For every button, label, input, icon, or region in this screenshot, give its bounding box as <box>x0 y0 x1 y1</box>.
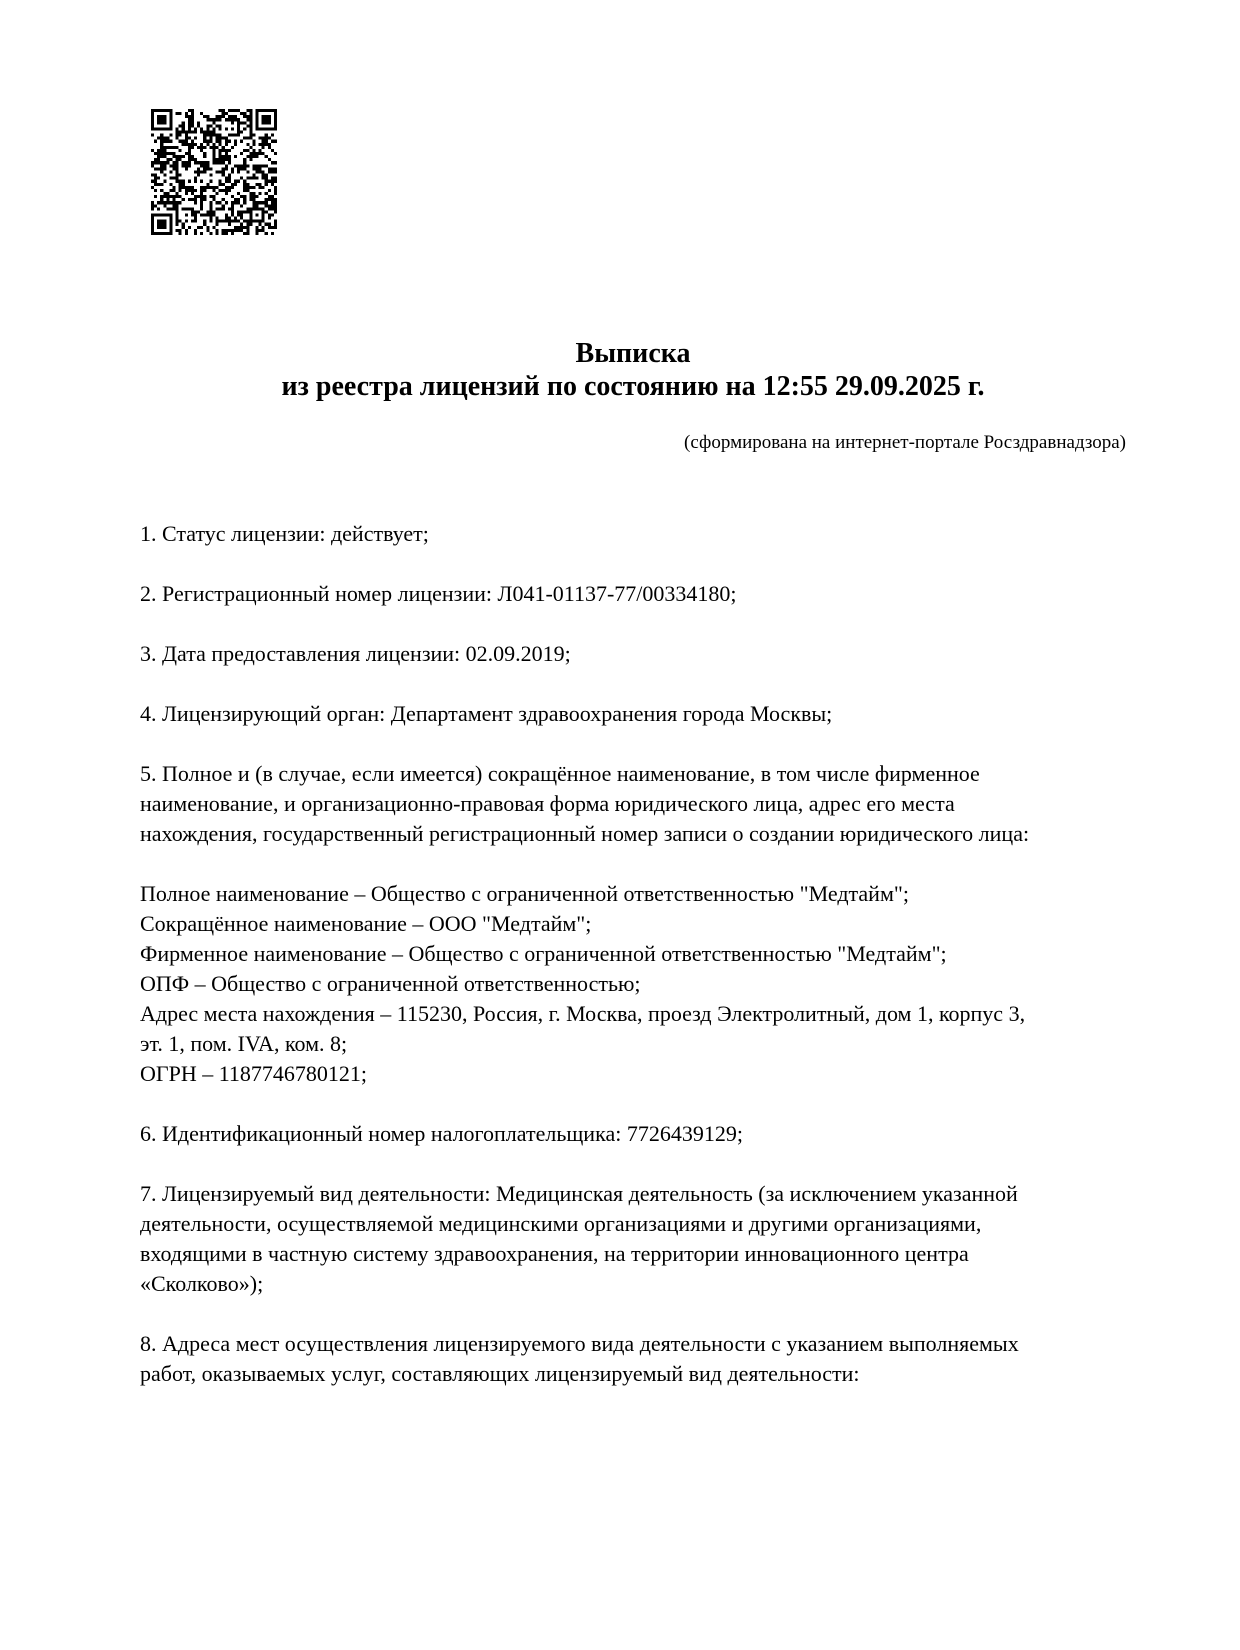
names-intro-line: нахождения, государственный регистрационный номер записи о создании юридического лица: <box>140 821 1030 846</box>
grant-date: 3. Дата предоставления лицензии: 02.09.2019; <box>140 641 571 666</box>
document-title: Выписка <box>575 338 691 369</box>
licensing-authority: 4. Лицензирующий орган: Департамент здравоохранения города Москвы; <box>140 701 833 726</box>
org-ogrn: ОГРН – 1187746780121; <box>140 1061 368 1086</box>
document-content <box>140 0 1126 1419</box>
licensed-activity-line: входящими в частную систему здравоохранения, на территории инновационного центра <box>140 1241 969 1266</box>
licensed-activity-line: «Сколково»); <box>140 1271 264 1296</box>
org-legal-form: ОПФ – Общество с ограниченной ответственностью; <box>140 971 641 996</box>
licensed-activity-line: 7. Лицензируемый вид деятельности: Медицинская деятельность (за исключением указанной <box>140 1181 1018 1206</box>
license-status: 1. Статус лицензии: действует; <box>140 521 429 546</box>
names-intro-line: наименование, и организационно-правовая форма юридического лица, адрес его места <box>140 791 955 816</box>
activity-addresses-intro <box>140 1329 1126 1389</box>
organization-details-block <box>140 879 1126 1089</box>
document-title-line2: из реестра лицензий по состоянию на 12:55 29.09.2025 г. <box>281 371 985 402</box>
registration-number: 2. Регистрационный номер лицензии: Л041-01137-77/00334180; <box>140 581 737 606</box>
names-intro-paragraph <box>140 759 1126 849</box>
org-brand-name: Фирменное наименование – Общество с ограниченной ответственностью "Медтайм"; <box>140 941 947 966</box>
formed-note: (сформирована на интернет-портале Росздравнадзора) <box>684 432 1126 453</box>
activity-addresses-line: работ, оказываемых услуг, составляющих лицензируемый вид деятельности: <box>140 1361 860 1386</box>
org-address-line: эт. 1, пом. IVA, ком. 8; <box>140 1031 348 1056</box>
licensed-activity-paragraph <box>140 1179 1126 1299</box>
document-title-block <box>140 0 1126 403</box>
licensed-activity-line: деятельности, осуществляемой медицинскими организациями и другими организациями, <box>140 1211 982 1236</box>
taxpayer-number: 6. Идентификационный номер налогоплательщика: 7726439129; <box>140 1121 743 1146</box>
org-full-name: Полное наименование – Общество с ограниченной ответственностью "Медтайм"; <box>140 881 909 906</box>
names-intro-line: 5. Полное и (в случае, если имеется) сокращённое наименование, в том числе фирменное <box>140 761 980 786</box>
org-short-name: Сокращённое наименование – ООО "Медтайм"; <box>140 911 592 936</box>
org-address-line: Адрес места нахождения – 115230, Россия, г. Москва, проезд Электролитный, дом 1, корпус 3, <box>140 1001 1026 1026</box>
document-body <box>140 519 1126 1389</box>
activity-addresses-line: 8. Адреса мест осуществления лицензируемого вида деятельности с указанием выполняемых <box>140 1331 1019 1356</box>
